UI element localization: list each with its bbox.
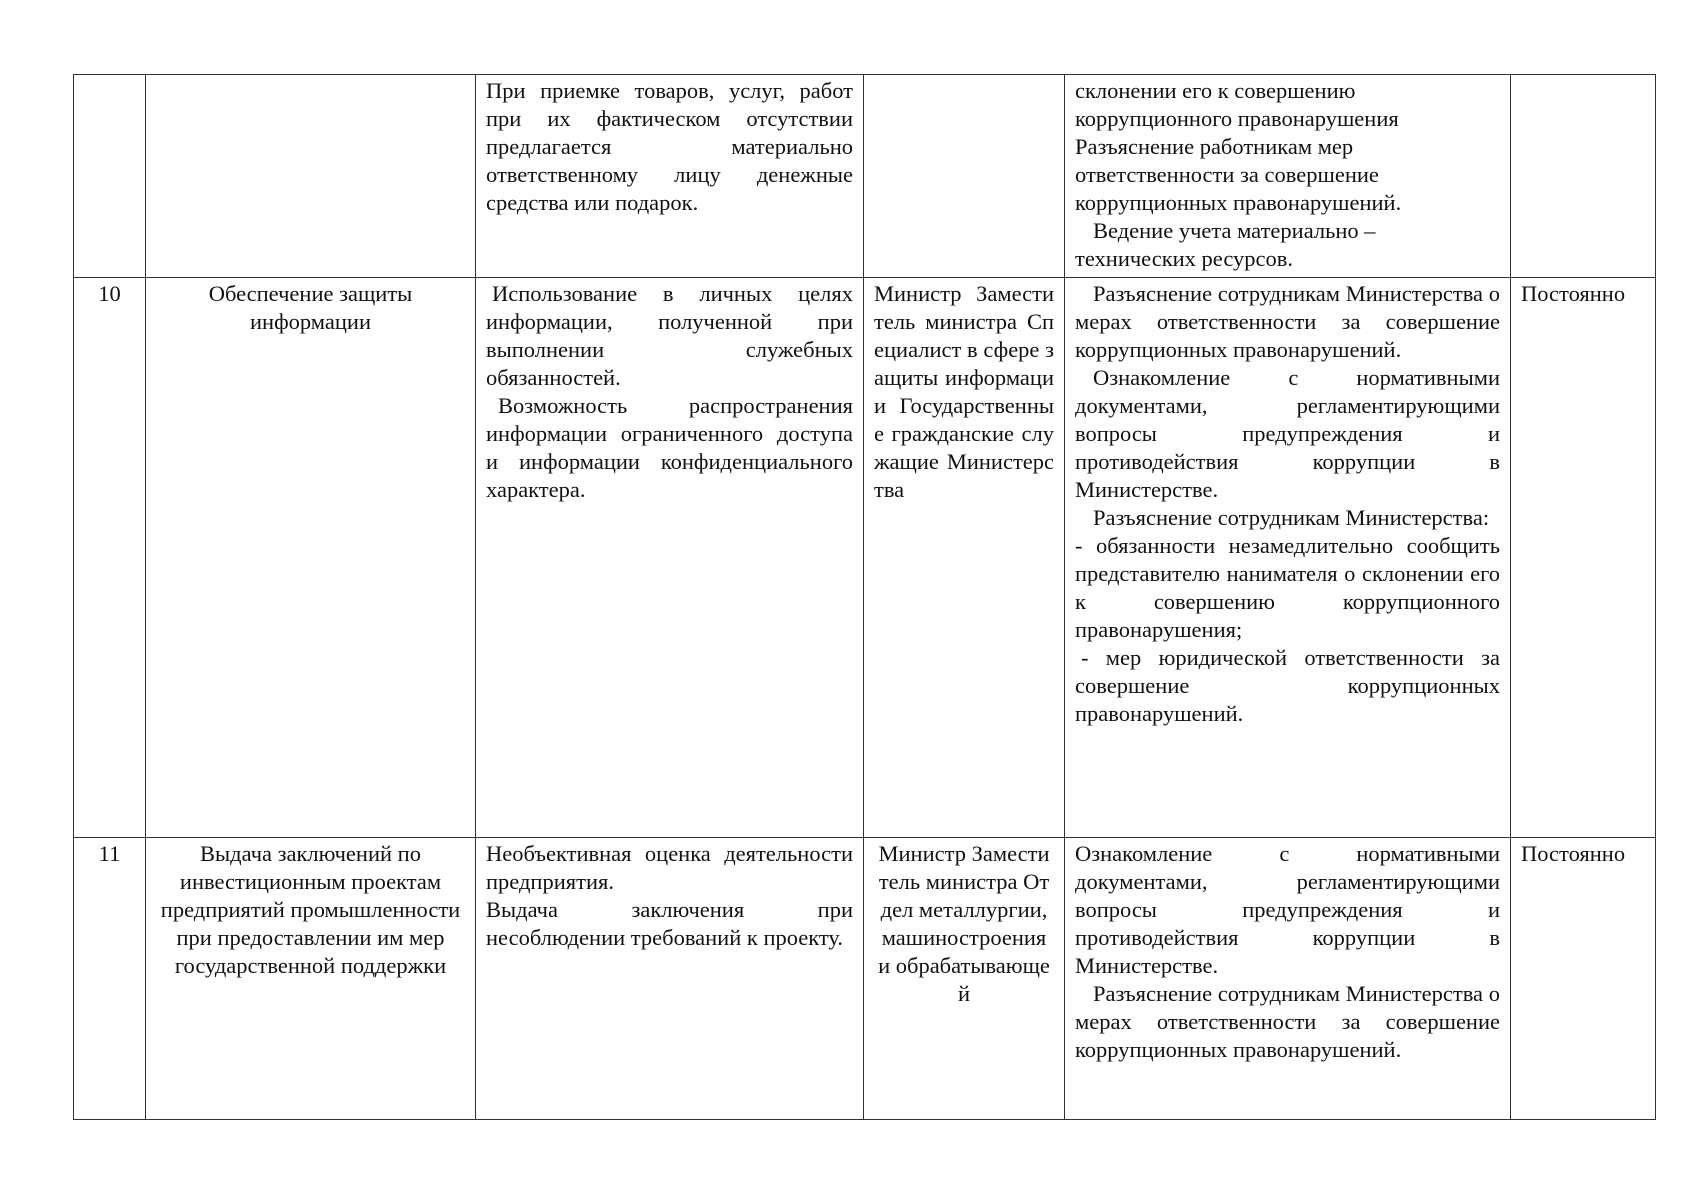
measures-line: коррупционных правонарушений. [1075,190,1402,215]
measures-paragraph: Разъяснение сотрудникам Министерства: [1093,505,1490,530]
deadline-cell: Постоянно [1511,278,1656,838]
measures-line: ответственности за совершение [1075,162,1379,187]
measures-paragraph: - мер юридической ответственности за совершение коррупционных правонарушений. [1075,645,1500,726]
officials-cell: Министр Заместитель министра Специалист в сфере защиты информации Государственные гражданские служащие Министерства [864,278,1065,838]
officials-cell [864,75,1065,278]
table-row [74,278,1656,838]
measures-paragraph: Ознакомление с нормативными документами, регламентирующими вопросы предупреждения и противодействия коррупции в Министерстве. [1075,841,1500,978]
measures-line: Ведение учета материально – [1093,218,1376,243]
row-number-cell: 11 [74,838,146,1120]
risk-cell [476,278,864,838]
risk-cell [476,838,864,1120]
measures-cell [1065,278,1511,838]
risk-paragraph: Необъективная оценка деятельности предприятия. [486,841,853,894]
measures-line: технических ресурсов. [1075,246,1294,271]
deadline-cell [1511,75,1656,278]
measures-line: Разъяснение работникам мер [1075,134,1354,159]
measures-paragraph: - обязанности незамедлительно сообщить представителю нанимателя о склонении его к совершению коррупционного правонарушения; [1075,533,1500,642]
risk-paragraph: При приемке товаров, услуг, работ при их фактическом отсутствии предлагается материально ответственному лицу денежные средства или подарок. [486,78,853,215]
measures-paragraph: Ознакомление с нормативными документами, регламентирующими вопросы предупреждения и противодействия коррупции в Министерстве. [1075,365,1500,502]
measures-cell [1065,75,1511,278]
measures-line: склонении его к совершению [1075,78,1356,103]
risk-paragraph: Использование в личных целях информации, полученной при выполнении служебных обязанностей. [486,281,853,390]
table-row [74,75,1656,278]
process-name-cell: Обеспечение защиты информации [146,278,476,838]
measures-table [73,74,1656,1120]
measures-paragraph: Разъяснение сотрудникам Министерства о мерах ответственности за совершение коррупционных правонарушений. [1075,981,1500,1062]
row-number-cell: 10 [74,278,146,838]
deadline-cell: Постоянно [1511,838,1656,1120]
measures-cell [1065,838,1511,1120]
risk-paragraph: Выдача заключения при несоблюдении требований к проекту. [486,897,853,950]
risk-cell [476,75,864,278]
process-name-cell [146,75,476,278]
row-number-cell [74,75,146,278]
officials-cell: Министр Заместитель министра Отдел металлургии, машиностроения и обрабатывающей [864,838,1065,1120]
process-name-cell: Выдача заключений по инвестиционным проектам предприятий промышленности при предоставлении им мер государственной поддержки [146,838,476,1120]
measures-line: коррупционного правонарушения [1075,106,1399,131]
risk-paragraph: Возможность распространения информации ограниченного доступа и информации конфиденциального характера. [486,393,853,502]
table-row [74,838,1656,1120]
measures-paragraph: Разъяснение сотрудникам Министерства о мерах ответственности за совершение коррупционных правонарушений. [1075,281,1500,362]
